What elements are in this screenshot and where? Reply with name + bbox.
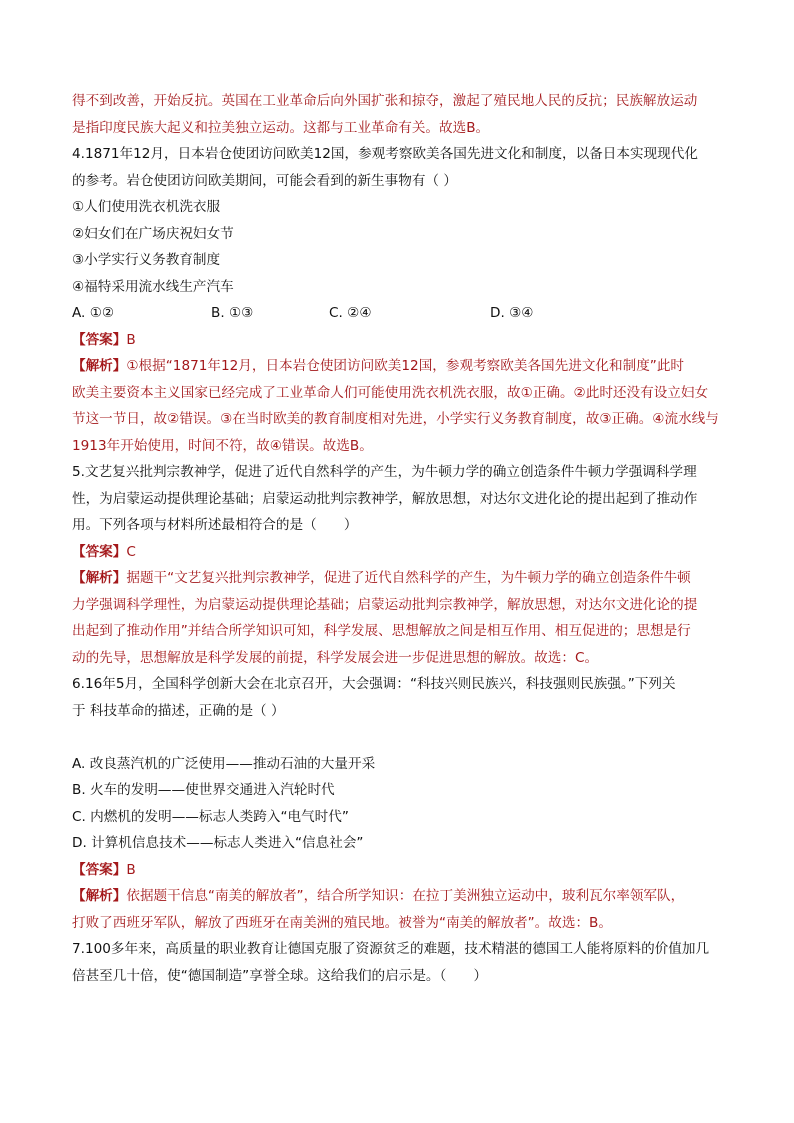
q4-option-a: A. ①② bbox=[72, 305, 115, 321]
q5-analysis-line-1 bbox=[72, 565, 732, 592]
analysis-text: 依据题干信息“南美的解放者”，结合所学知识：在拉丁美洲独立运动中，玻利瓦尔率领军队， bbox=[126, 888, 685, 904]
analysis-tag: 【解析】 bbox=[72, 570, 127, 586]
q7-stem-line-2: 倍甚至几十倍，使“德国制造”享誉全球。这给我们的启示是。（ ） bbox=[72, 967, 488, 984]
q6-answer bbox=[72, 857, 732, 884]
q6-option-d: D. 计算机信息技术——标志人类进入“信息社会” bbox=[72, 835, 364, 851]
q4-option-d: D. ③④ bbox=[490, 305, 534, 321]
answer-tag: 【答案】 bbox=[72, 331, 127, 348]
q5-stem-line-2: 性，为启蒙运动提供理论基础；启蒙运动批判宗教神学，解放思想，对达尔文进化论的提出起到了推动作 bbox=[72, 490, 698, 507]
answer-value: B bbox=[126, 861, 136, 878]
q4-option-b: B. ①③ bbox=[211, 305, 254, 321]
q5-analysis-line-3: 出起到了推动作用”并结合所学知识可知，科学发展、思想解放之间是相互作用、相互促进的；思想是行 bbox=[72, 623, 691, 639]
q4-analysis-line-3: 节这一节日，故②错误。③在当时欧美的教育制度相对先进，小学实行义务教育制度，故③正确。④流水线与 bbox=[72, 411, 719, 427]
q6-stem-line-2: 于 科技革命的描述，正确的是（ ） bbox=[72, 702, 285, 719]
q5-stem-line-1: 5.文艺复兴批判宗教神学，促进了近代自然科学的产生，为牛顿力学的确立创造条件牛顿力学强调科学理 bbox=[72, 464, 697, 480]
answer-value: B bbox=[126, 331, 136, 348]
analysis-text: 据题干“文艺复兴批判宗教神学，促进了近代自然科学的产生，为牛顿力学的确立创造条件牛顿 bbox=[126, 570, 691, 586]
analysis-text: ①根据“1871年12月，日本岩仓使团访问欧美12国，参观考察欧美各国先进文化和制度”此时 bbox=[126, 358, 685, 374]
q6-option-a: A. 改良蒸汽机的广泛使用——推动石油的大量开采 bbox=[72, 755, 376, 772]
q4-item-2: ②妇女们在广场庆祝妇女节 bbox=[72, 225, 234, 242]
answer-tag: 【答案】 bbox=[72, 543, 127, 560]
q5-answer bbox=[72, 539, 732, 566]
q6-option-c: C. 内燃机的发明——标志人类跨入“电气时代” bbox=[72, 808, 349, 825]
q4-option-c: C. ②④ bbox=[329, 305, 372, 321]
q4-item-3: ③小学实行义务教育制度 bbox=[72, 252, 221, 268]
document-page bbox=[72, 88, 732, 989]
analysis-tag: 【解析】 bbox=[72, 888, 127, 904]
q4-stem-line-2: 的参考。岩仓使团访问欧美期间，可能会看到的新生事物有（ ） bbox=[72, 172, 457, 189]
blank-spacer bbox=[72, 724, 732, 751]
q6-analysis-line-1 bbox=[72, 883, 732, 910]
analysis-tag: 【解析】 bbox=[72, 358, 127, 374]
q6-option-b: B. 火车的发明——使世界交通进入汽轮时代 bbox=[72, 782, 335, 798]
answer-tag: 【答案】 bbox=[72, 861, 127, 878]
prev-analysis-line-2: 是指印度民族大起义和拉美独立运动。这都与工业革命有关。故选B。 bbox=[72, 119, 490, 136]
q4-answer bbox=[72, 327, 732, 354]
q7-stem-line-1: 7.100多年来，高质量的职业教育让德国克服了资源贫乏的难题，技术精湛的德国工人能将原料的价值加几 bbox=[72, 941, 710, 957]
q5-analysis-line-2: 力学强调科学理性，为启蒙运动提供理论基础；启蒙运动批判宗教神学，解放思想，对达尔文进化论的提 bbox=[72, 596, 698, 613]
q4-stem-line-1: 4.1871年12月，日本岩仓使团访问欧美12国，参观考察欧美各国先进文化和制度，以备日本实现现代化 bbox=[72, 146, 698, 162]
prev-analysis-line-1: 得不到改善，开始反抗。英国在工业革命后向外国扩张和掠夺，激起了殖民地人民的反抗；民族解放运动 bbox=[72, 93, 698, 109]
q4-analysis-line-2: 欧美主要资本主义国家已经完成了工业革命人们可能使用洗衣机洗衣服，故①正确。②此时还没有设立妇女 bbox=[72, 384, 709, 401]
q5-analysis-line-4: 动的先导，思想解放是科学发展的前提，科学发展会进一步促进思想的解放。故选：C。 bbox=[72, 649, 599, 666]
q4-item-4: ④福特采用流水线生产汽车 bbox=[72, 278, 234, 295]
q5-stem-line-3: 用。下列各项与材料所述最相符合的是（ ） bbox=[72, 517, 358, 533]
q6-analysis-line-2: 打败了西班牙军队，解放了西班牙在南美洲的殖民地。被誉为“南美的解放者”。故选：B。 bbox=[72, 914, 612, 931]
q4-analysis-line-1 bbox=[72, 353, 732, 380]
q4-options bbox=[72, 300, 732, 327]
q6-stem-line-1: 6.16年5月，全国科学创新大会在北京召开，大会强调：“科技兴则民族兴，科技强则民族强。”下列关 bbox=[72, 676, 676, 692]
answer-value: C bbox=[126, 543, 136, 560]
q4-analysis-line-4: 1913年开始使用，时间不符，故④错误。故选B。 bbox=[72, 437, 373, 454]
q4-item-1: ①人们使用洗衣机洗衣服 bbox=[72, 199, 221, 215]
